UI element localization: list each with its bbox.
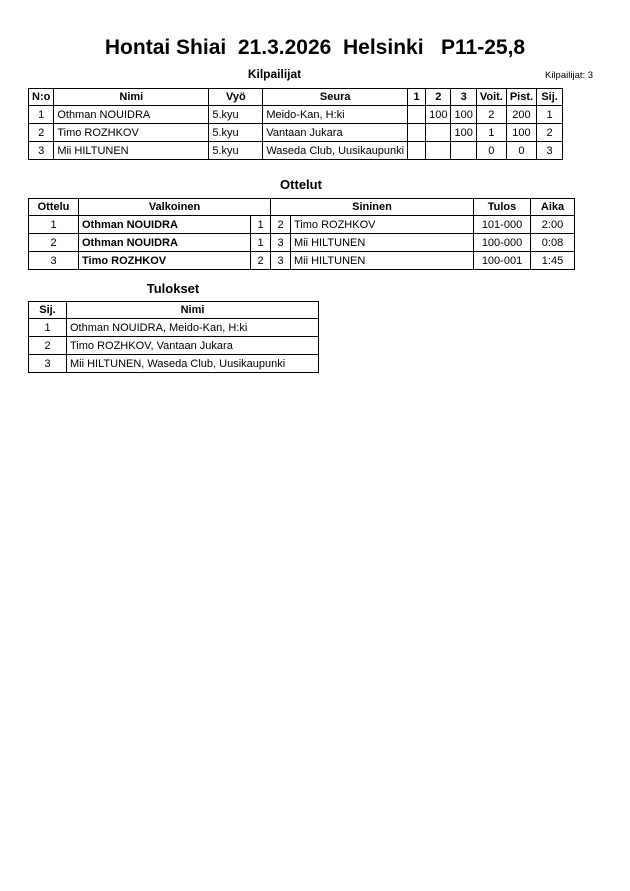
header-row [29, 302, 319, 319]
match-score: 100-001 [474, 252, 531, 270]
table-row [29, 319, 319, 337]
competitor-name: Timo ROZHKOV [54, 124, 209, 142]
match-score: 101-000 [474, 216, 531, 234]
table-row [29, 337, 319, 355]
competitor-number: 3 [29, 142, 54, 160]
competitor-belt: 5.kyu [209, 142, 263, 160]
col-header-sij: Sij. [537, 89, 563, 106]
placement: 2 [537, 124, 563, 142]
col-header-voit: Voit. [476, 89, 506, 106]
competitor-club: Vantaan Jukara [263, 124, 408, 142]
col-header-sij: Sij. [29, 302, 67, 319]
competitor-belt: 5.kyu [209, 124, 263, 142]
points: 100 [506, 124, 536, 142]
result-vs-3 [451, 142, 476, 160]
blue-number: 2 [271, 216, 291, 234]
col-header-ottelu: Ottelu [29, 199, 79, 216]
competitor-name: Mii HILTUNEN [54, 142, 209, 160]
col-header-seura: Seura [263, 89, 408, 106]
table-row [29, 234, 575, 252]
col-header-3: 3 [451, 89, 476, 106]
ottelut-heading: Ottelut [280, 177, 322, 192]
white-name: Timo ROZHKOV [79, 252, 251, 270]
col-header-aika: Aika [531, 199, 575, 216]
wins: 0 [476, 142, 506, 160]
col-header-no: N:o [29, 89, 54, 106]
wins: 2 [476, 106, 506, 124]
table-row [29, 106, 563, 124]
table-row [29, 355, 319, 373]
match-number: 2 [29, 234, 79, 252]
tulokset-table [28, 301, 319, 373]
blue-name: Mii HILTUNEN [291, 234, 474, 252]
result-vs-2 [426, 124, 451, 142]
col-header-sininen: Sininen [271, 199, 474, 216]
result-vs-1 [408, 124, 426, 142]
col-header-1: 1 [408, 89, 426, 106]
competitor-belt: 5.kyu [209, 106, 263, 124]
competitor-name: Othman NOUIDRA [54, 106, 209, 124]
table-row [29, 142, 563, 160]
table-row [29, 124, 563, 142]
col-header-nimi: Nimi [54, 89, 209, 106]
kilpailijat-table [28, 88, 563, 160]
result-vs-1 [408, 106, 426, 124]
page-title: Hontai Shiai 21.3.2026 Helsinki P11-25,8 [104, 36, 526, 59]
result-vs-1 [408, 142, 426, 160]
competitor-number: 1 [29, 106, 54, 124]
header-row [29, 199, 575, 216]
result-vs-2 [426, 142, 451, 160]
white-name: Othman NOUIDRA [79, 234, 251, 252]
final-name: Mii HILTUNEN, Waseda Club, Uusikaupunki [67, 355, 319, 373]
col-header-tulos: Tulos [474, 199, 531, 216]
col-header-nimi: Nimi [67, 302, 319, 319]
header-row [29, 89, 563, 106]
col-header-valkoinen: Valkoinen [79, 199, 271, 216]
white-number: 2 [251, 252, 271, 270]
competitors-count: Kilpailijat: 3 [545, 70, 594, 81]
blue-number: 3 [271, 234, 291, 252]
blue-name: Timo ROZHKOV [291, 216, 474, 234]
match-time: 1:45 [531, 252, 575, 270]
table-row [29, 252, 575, 270]
match-number: 1 [29, 216, 79, 234]
result-vs-3: 100 [451, 106, 476, 124]
match-number: 3 [29, 252, 79, 270]
placement: 3 [537, 142, 563, 160]
match-time: 0:08 [531, 234, 575, 252]
match-time: 2:00 [531, 216, 575, 234]
kilpailijat-heading: Kilpailijat [247, 67, 302, 81]
col-header-2: 2 [426, 89, 451, 106]
white-name: Othman NOUIDRA [79, 216, 251, 234]
result-vs-3: 100 [451, 124, 476, 142]
white-number: 1 [251, 234, 271, 252]
result-vs-2: 100 [426, 106, 451, 124]
points: 0 [506, 142, 536, 160]
table-row [29, 216, 575, 234]
placement: 1 [537, 106, 563, 124]
competitor-club: Meido-Kan, H:ki [263, 106, 408, 124]
col-header-pist: Pist. [506, 89, 536, 106]
blue-number: 3 [271, 252, 291, 270]
match-score: 100-000 [474, 234, 531, 252]
white-number: 1 [251, 216, 271, 234]
col-header-vyo: Vyö [209, 89, 263, 106]
final-placement: 1 [29, 319, 67, 337]
competitor-number: 2 [29, 124, 54, 142]
competitor-club: Waseda Club, Uusikaupunki [263, 142, 408, 160]
final-name: Timo ROZHKOV, Vantaan Jukara [67, 337, 319, 355]
final-name: Othman NOUIDRA, Meido-Kan, H:ki [67, 319, 319, 337]
ottelut-table [28, 198, 575, 270]
blue-name: Mii HILTUNEN [291, 252, 474, 270]
points: 200 [506, 106, 536, 124]
tulokset-heading: Tulokset [146, 281, 200, 296]
final-placement: 2 [29, 337, 67, 355]
wins: 1 [476, 124, 506, 142]
final-placement: 3 [29, 355, 67, 373]
